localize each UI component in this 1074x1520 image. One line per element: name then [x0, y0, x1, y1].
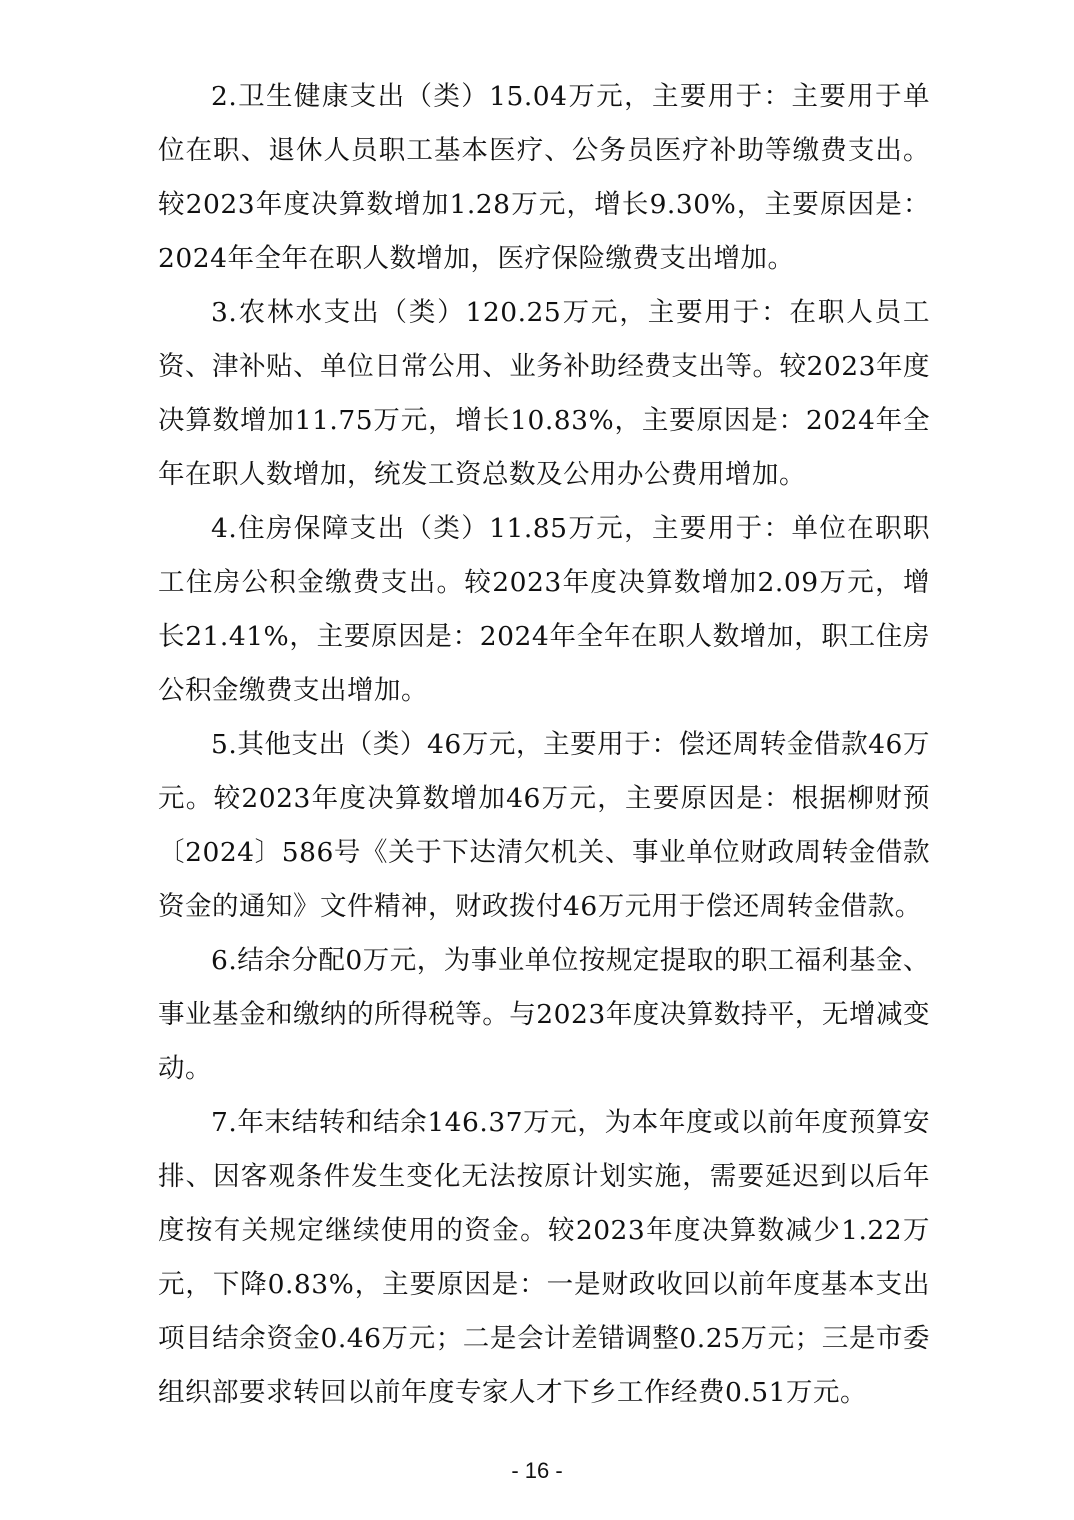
paragraph-other-expenditure: 5.其他支出（类）46万元，主要用于：偿还周转金借款46万元。较2023年度决算数增加46万元，主要原因是：根据柳财预〔2024〕586号《关于下达清欠机关、事业单位财政周转金借款资金的通知》文件精神，财政拨付46万元用于偿还周转金借款。: [158, 729, 930, 922]
paragraph-year-end-balance: 7.年末结转和结余146.37万元，为本年度或以前年度预算安排、因客观条件发生变化无法按原计划实施，需要延迟到以后年度按有关规定继续使用的资金。较2023年度决算数减少1.22万元，下降0.83%，主要原因是：一是财政收回以前年度基本支出项目结余资金0.46万元；二是会计差错调整0.25万元；三是市委组织部要求转回以前年度专家人才下乡工作经费0.51万元。: [158, 1107, 930, 1408]
paragraph-housing-expenditure: 4.住房保障支出（类）11.85万元，主要用于：单位在职职工住房公积金缴费支出。较2023年度决算数增加2.09万元，增长21.41%，主要原因是：2024年全年在职人数增加，职工住房公积金缴费支出增加。: [158, 513, 930, 706]
paragraph-surplus-distribution: 6.结余分配0万元，为事业单位按规定提取的职工福利基金、事业基金和缴纳的所得税等。与2023年度决算数持平，无增减变动。: [158, 945, 930, 1084]
paragraph-health-expenditure: 2.卫生健康支出（类）15.04万元，主要用于：主要用于单位在职、退休人员职工基本医疗、公务员医疗补助等缴费支出。较2023年度决算数增加1.28万元，增长9.30%，主要原因是：2024年全年在职人数增加，医疗保险缴费支出增加。: [158, 81, 930, 274]
document-body: [158, 70, 930, 1420]
paragraph-agriculture-expenditure: 3.农林水支出（类）120.25万元，主要用于：在职人员工资、津补贴、单位日常公用、业务补助经费支出等。较2023年度决算数增加11.75万元，增长10.83%，主要原因是：2024年全年在职人数增加，统发工资总数及公用办公费用增加。: [158, 297, 930, 490]
page-number: - 16 -: [511, 1458, 563, 1483]
